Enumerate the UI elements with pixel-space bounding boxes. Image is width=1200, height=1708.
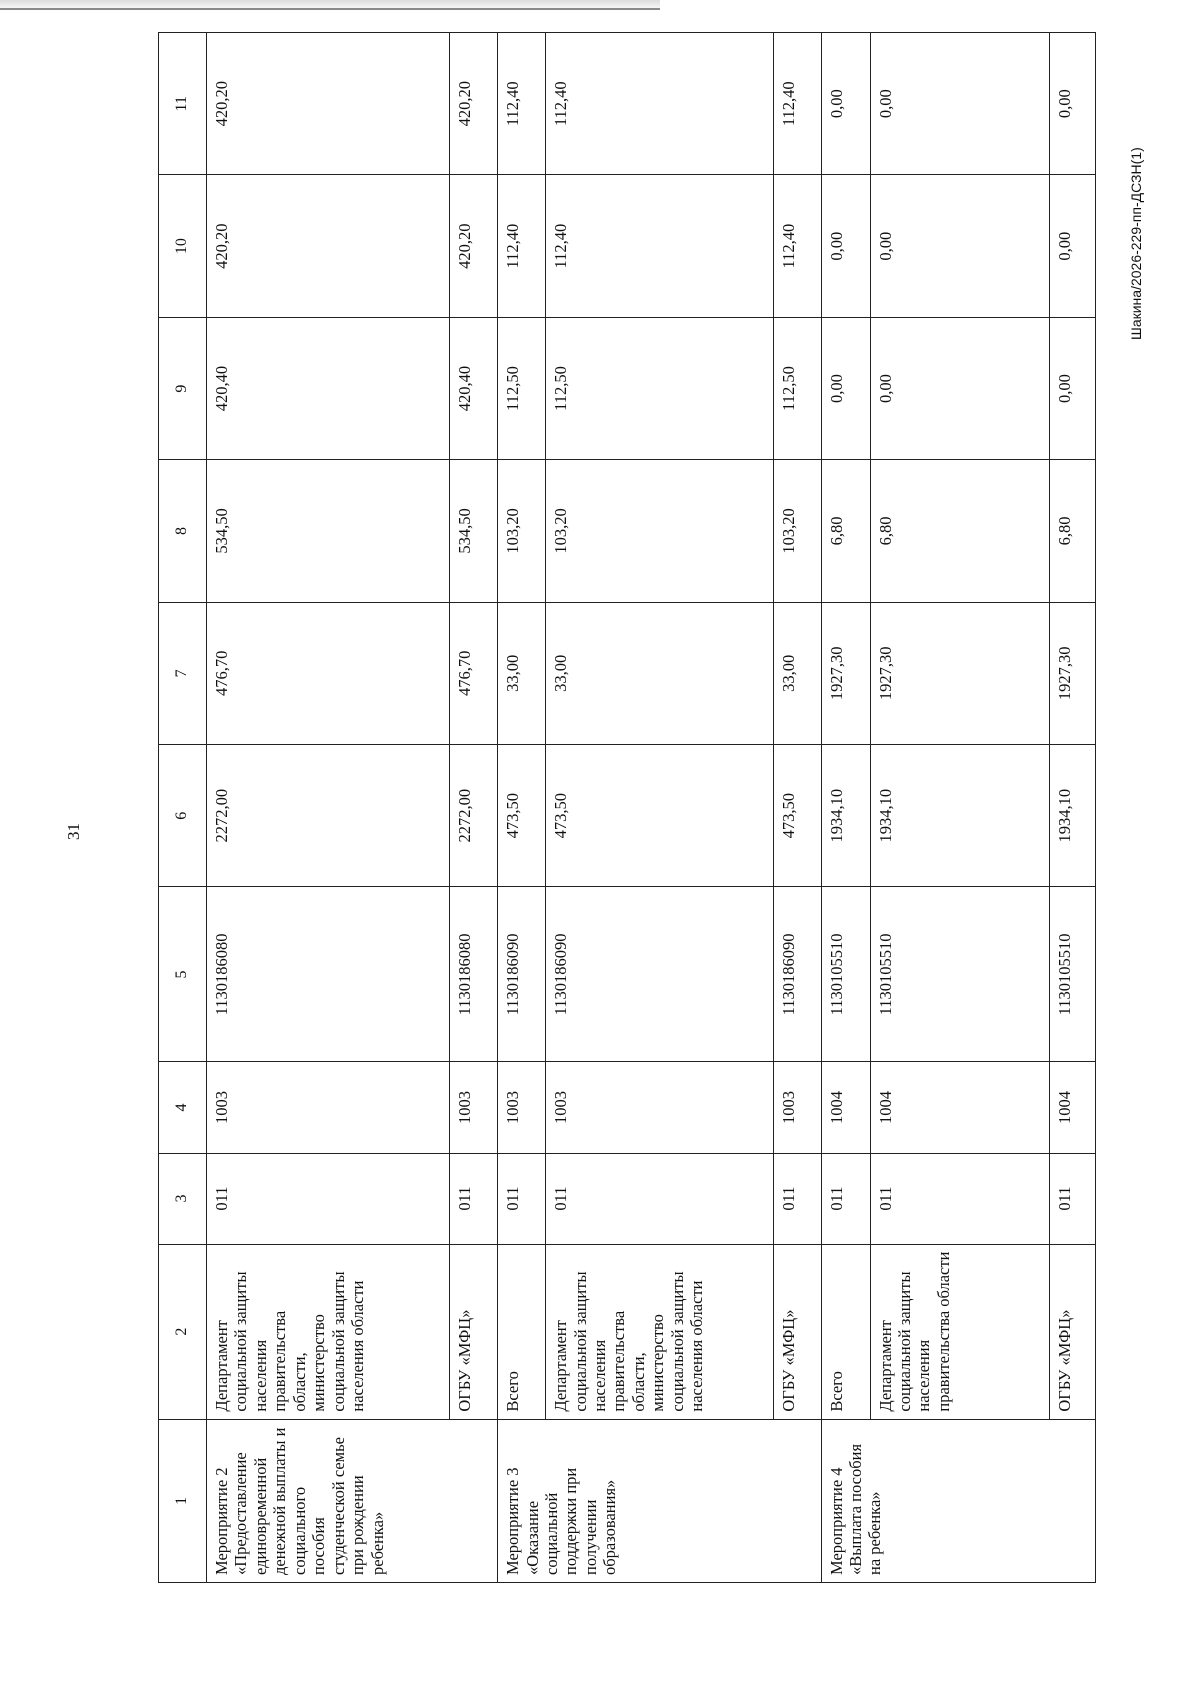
value-cell: 6,80: [821, 460, 870, 602]
value-cell: 1130105510: [1050, 887, 1096, 1062]
table-row: [450, 33, 498, 1583]
value-cell: 011: [1050, 1153, 1096, 1244]
value-cell: 534,50: [206, 460, 449, 602]
budget-table: [158, 32, 1096, 1583]
value-cell: 112,40: [773, 175, 821, 317]
header-cell: 9: [159, 317, 207, 459]
value-cell: 420,20: [206, 175, 449, 317]
scan-top-edge: [0, 0, 660, 10]
value-cell: 1934,10: [870, 745, 1049, 887]
value-cell: 112,40: [498, 175, 546, 317]
value-cell: 103,20: [773, 460, 821, 602]
value-cell: 103,20: [498, 460, 546, 602]
table-row: [821, 33, 870, 1583]
event-title: Мероприятие 3 «Оказание социальной поддержки при получении образования»: [498, 1419, 821, 1582]
value-cell: 2272,00: [450, 745, 498, 887]
value-cell: 011: [450, 1153, 498, 1244]
event-title: Мероприятие 2 «Предоставление единовременной денежной выплаты и социального пособия студенческой семье при рождении ребенка»: [206, 1419, 497, 1582]
value-cell: 473,50: [773, 745, 821, 887]
value-cell: 103,20: [546, 460, 773, 602]
value-cell: 112,50: [546, 317, 773, 459]
value-cell: 33,00: [498, 602, 546, 744]
value-cell: 1003: [773, 1062, 821, 1153]
value-cell: 112,50: [773, 317, 821, 459]
value-cell: 473,50: [498, 745, 546, 887]
executor-cell: Всего: [821, 1244, 870, 1419]
header-cell: 1: [159, 1419, 207, 1582]
value-cell: 6,80: [870, 460, 1049, 602]
value-cell: 1934,10: [1050, 745, 1096, 887]
executor-cell: Департамент социальной защиты населения правительства области: [870, 1244, 1049, 1419]
event-title: Мероприятие 4 «Выплата пособия на ребенка»: [821, 1419, 1096, 1582]
value-cell: 011: [546, 1153, 773, 1244]
value-cell: 011: [821, 1153, 870, 1244]
page-number: 31: [64, 823, 83, 840]
value-cell: 1934,10: [821, 745, 870, 887]
value-cell: 011: [206, 1153, 449, 1244]
value-cell: 0,00: [870, 175, 1049, 317]
value-cell: 534,50: [450, 460, 498, 602]
value-cell: 420,20: [450, 33, 498, 175]
executor-cell: Департамент социальной защиты населения правительства области, министерство социальной защиты населения области: [546, 1244, 773, 1419]
header-cell: 10: [159, 175, 207, 317]
value-cell: 1927,30: [1050, 602, 1096, 744]
value-cell: 33,00: [773, 602, 821, 744]
table-row: [1050, 33, 1096, 1583]
executor-cell: Всего: [498, 1244, 546, 1419]
value-cell: 1004: [870, 1062, 1049, 1153]
value-cell: 420,20: [206, 33, 449, 175]
value-cell: 0,00: [1050, 33, 1096, 175]
value-cell: 1004: [1050, 1062, 1096, 1153]
value-cell: 420,40: [450, 317, 498, 459]
document-code: Шакина/2026-229-пп-ДСЗН(1): [1128, 147, 1144, 340]
table-row: [498, 33, 546, 1583]
value-cell: 011: [498, 1153, 546, 1244]
value-cell: 476,70: [450, 602, 498, 744]
value-cell: 1003: [546, 1062, 773, 1153]
value-cell: 6,80: [1050, 460, 1096, 602]
header-cell: 6: [159, 745, 207, 887]
value-cell: 0,00: [870, 317, 1049, 459]
value-cell: 1130186080: [450, 887, 498, 1062]
table-row: [773, 33, 821, 1583]
header-cell: 4: [159, 1062, 207, 1153]
value-cell: 0,00: [821, 317, 870, 459]
value-cell: 33,00: [546, 602, 773, 744]
value-cell: 1130186090: [773, 887, 821, 1062]
value-cell: 0,00: [1050, 175, 1096, 317]
value-cell: 1130186080: [206, 887, 449, 1062]
value-cell: 420,40: [206, 317, 449, 459]
value-cell: 011: [870, 1153, 1049, 1244]
table-row: [870, 33, 1049, 1583]
value-cell: 0,00: [821, 175, 870, 317]
value-cell: 112,40: [773, 33, 821, 175]
header-cell: 2: [159, 1244, 207, 1419]
value-cell: 476,70: [206, 602, 449, 744]
value-cell: 112,40: [498, 33, 546, 175]
value-cell: 1003: [498, 1062, 546, 1153]
value-cell: 1927,30: [870, 602, 1049, 744]
value-cell: 112,50: [498, 317, 546, 459]
value-cell: 1130186090: [546, 887, 773, 1062]
executor-cell: ОГБУ «МФЦ»: [773, 1244, 821, 1419]
header-cell: 8: [159, 460, 207, 602]
value-cell: 420,20: [450, 175, 498, 317]
value-cell: 011: [773, 1153, 821, 1244]
value-cell: 2272,00: [206, 745, 449, 887]
value-cell: 112,40: [546, 33, 773, 175]
value-cell: 0,00: [1050, 317, 1096, 459]
value-cell: 1130105510: [821, 887, 870, 1062]
rotated-table-container: [158, 32, 1096, 1583]
value-cell: 1130186090: [498, 887, 546, 1062]
value-cell: 1927,30: [821, 602, 870, 744]
value-cell: 1003: [450, 1062, 498, 1153]
value-cell: 0,00: [821, 33, 870, 175]
table-row: [206, 33, 449, 1583]
value-cell: 1130105510: [870, 887, 1049, 1062]
value-cell: 1004: [821, 1062, 870, 1153]
value-cell: 112,40: [546, 175, 773, 317]
table-header-row: [159, 33, 207, 1583]
table-row: [546, 33, 773, 1583]
header-cell: 11: [159, 33, 207, 175]
executor-cell: ОГБУ «МФЦ»: [450, 1244, 498, 1419]
executor-cell: ОГБУ «МФЦ»: [1050, 1244, 1096, 1419]
executor-cell: Департамент социальной защиты населения правительства области, министерство социальной защиты населения области: [206, 1244, 449, 1419]
value-cell: 1003: [206, 1062, 449, 1153]
header-cell: 3: [159, 1153, 207, 1244]
header-cell: 7: [159, 602, 207, 744]
header-cell: 5: [159, 887, 207, 1062]
value-cell: 0,00: [870, 33, 1049, 175]
value-cell: 473,50: [546, 745, 773, 887]
